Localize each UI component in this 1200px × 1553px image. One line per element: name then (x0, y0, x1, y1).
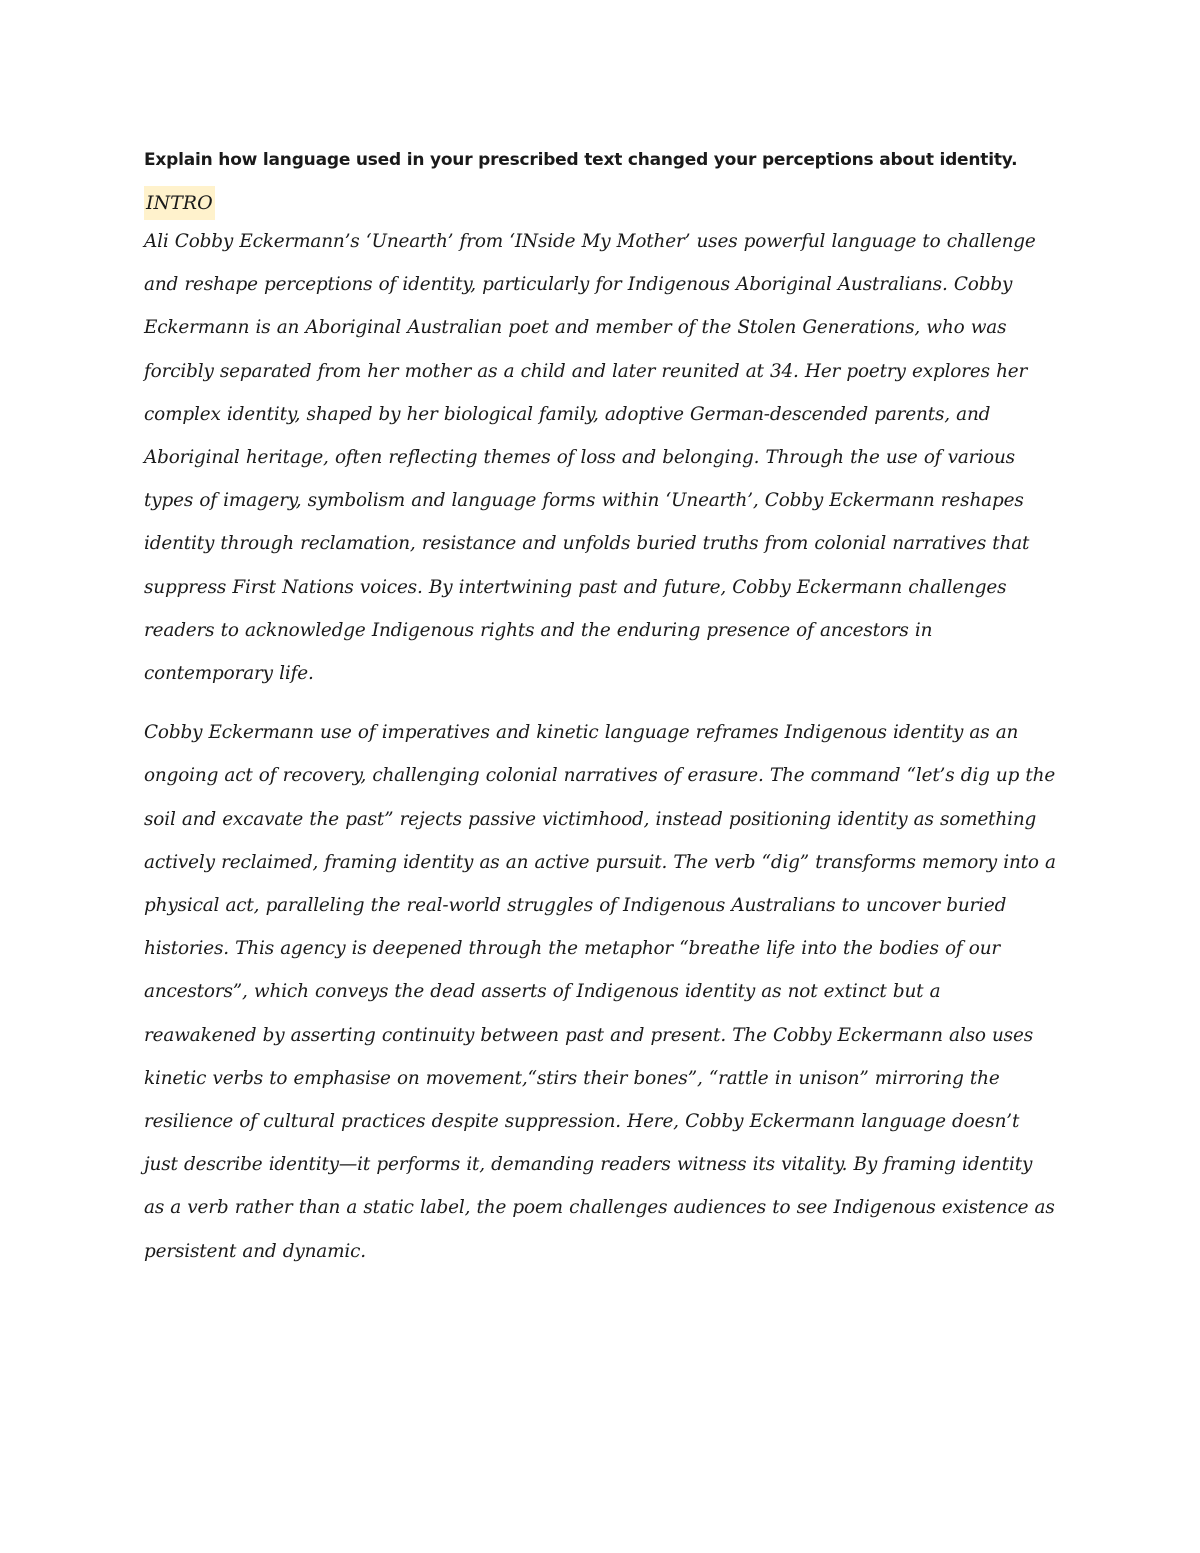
intro-heading-wrapper (144, 186, 1056, 220)
intro-paragraph: Ali Cobby Eckermann’s ‘Unearth’ from ‘INside My Mother’ uses powerful language to challenge and reshape perceptions of identity, particularly for Indigenous Aboriginal Australians. Cobby Eckermann is an Aboriginal Australian poet and member of the Stolen Generations, who was forcibly separated from her mother as a child and later reunited at 34. Her poetry explores her complex identity, shaped by her biological family, adoptive German-descended parents, and Aboriginal heritage, often reflecting themes of loss and belonging. Through the use of various types of imagery, symbolism and language forms within ‘Unearth’, Cobby Eckermann reshapes identity through reclamation, resistance and unfolds buried truths from colonial narratives that suppress First Nations voices. By intertwining past and future, Cobby Eckermann challenges readers to acknowledge Indigenous rights and the enduring presence of ancestors in contemporary life. (144, 231, 1036, 685)
body-paragraph: Cobby Eckermann use of imperatives and kinetic language reframes Indigenous identity as an ongoing act of recovery, challenging colonial narratives of erasure. The command “let’s dig up the soil and excavate the past” rejects passive victimhood, instead positioning identity as something actively reclaimed, framing identity as an active pursuit. The verb “dig” transforms memory into a physical act, paralleling the real-world struggles of Indigenous Australians to uncover buried histories. This agency is deepened through the metaphor “breathe life into the bodies of our ancestors”, which conveys the dead asserts of Indigenous identity as not extinct but a reawakened by asserting continuity between past and present. The Cobby Eckermann also uses kinetic verbs to emphasise on movement,“stirs their bones”, “rattle in unison” mirroring the resilience of cultural practices despite suppression. Here, Cobby Eckermann language doesn’t just describe identity—it performs it, demanding readers witness its vitality. By framing identity as a verb rather than a static label, the poem challenges audiences to see Indigenous existence as persistent and dynamic. (144, 722, 1056, 1262)
intro-heading-highlighted: INTRO (144, 186, 215, 220)
essay-question: Explain how language used in your prescribed text changed your perceptions about identity. (144, 150, 1018, 170)
document-body (144, 144, 1056, 1273)
